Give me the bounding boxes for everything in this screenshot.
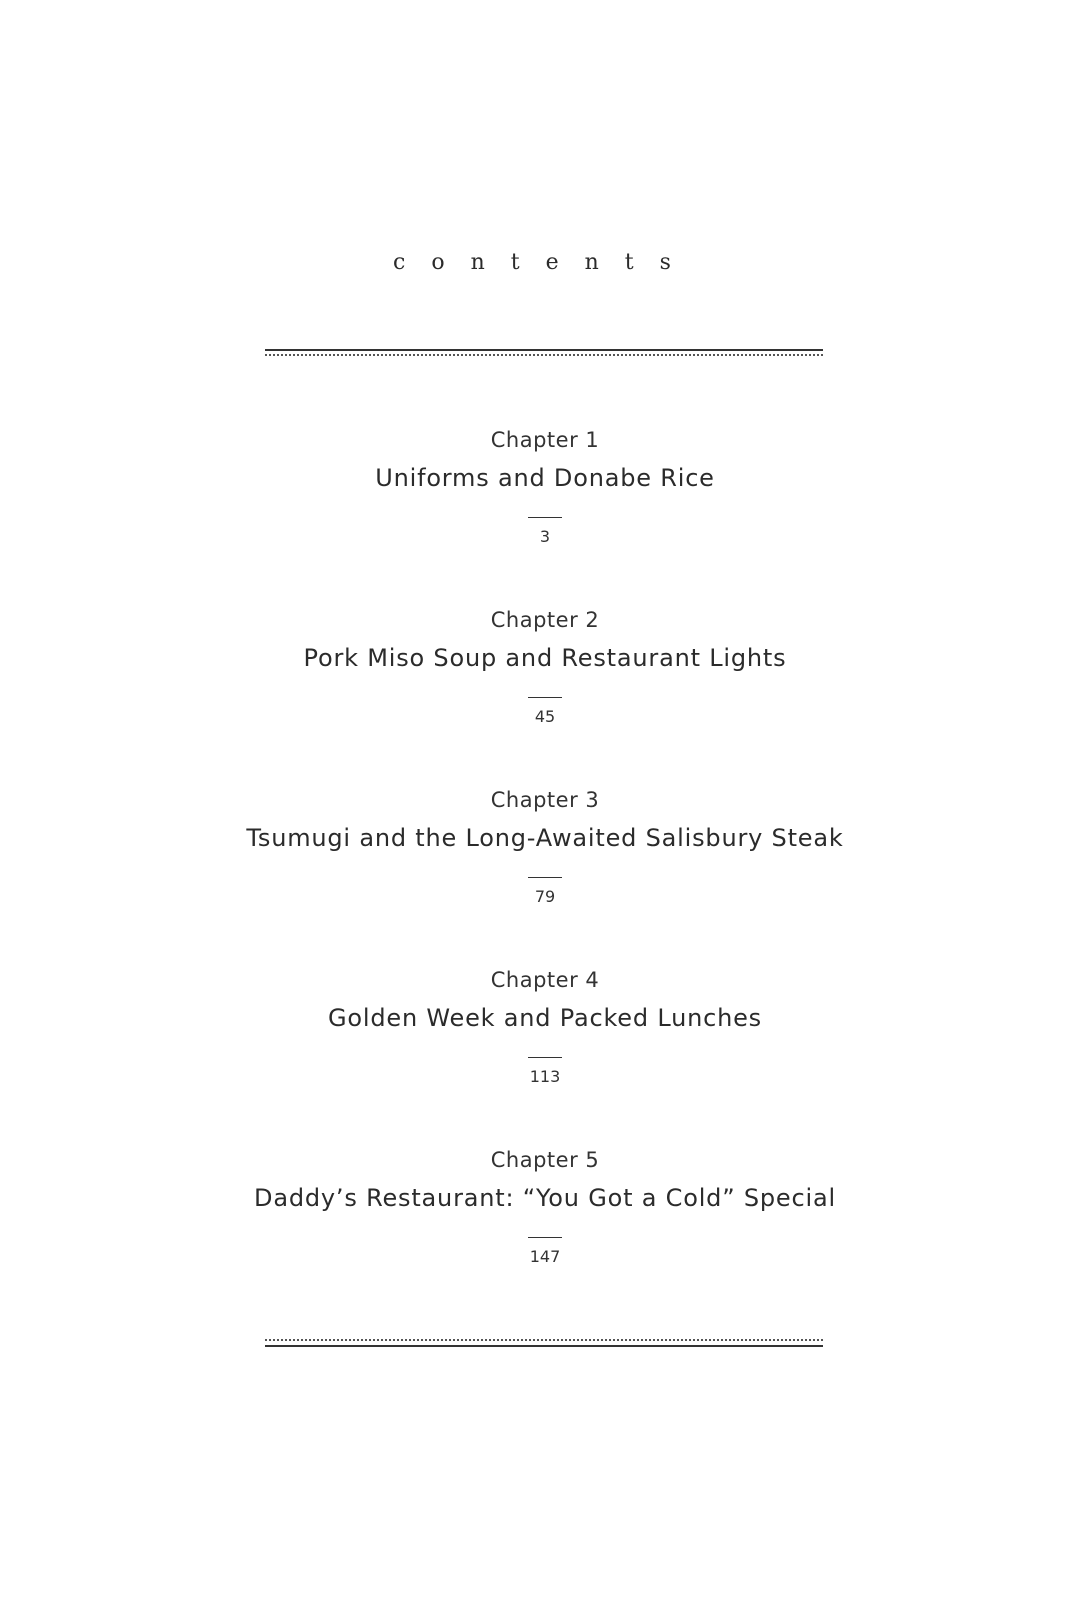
- toc-entry-chapter-5[interactable]: [0, 1147, 1066, 1267]
- chapter-title: Uniforms and Donabe Rice: [375, 464, 715, 492]
- top-divider: [265, 349, 823, 356]
- chapter-title: Daddy’s Restaurant: “You Got a Cold” Special: [254, 1184, 836, 1212]
- toc-entry-chapter-2[interactable]: [0, 607, 1066, 727]
- chapter-label: Chapter 3: [490, 788, 600, 812]
- top-divider-solid-line: [265, 349, 823, 351]
- chapter-title: Golden Week and Packed Lunches: [328, 1004, 762, 1032]
- chapter-dash: [528, 697, 562, 698]
- chapter-page-number: 113: [529, 1067, 561, 1086]
- chapter-dash: [528, 877, 562, 878]
- toc-entry-chapter-1[interactable]: [0, 427, 1066, 547]
- chapter-page-number: 79: [534, 887, 556, 906]
- chapter-label: Chapter 2: [490, 608, 600, 632]
- chapter-dash: [528, 1057, 562, 1058]
- bottom-divider-dotted-line: [265, 1339, 823, 1341]
- chapter-label: Chapter 4: [490, 968, 600, 992]
- chapter-label: Chapter 5: [490, 1148, 600, 1172]
- toc-entry-chapter-4[interactable]: [0, 967, 1066, 1087]
- chapter-page-number: 147: [529, 1247, 561, 1266]
- page-title: contents: [393, 250, 697, 275]
- chapter-label: Chapter 1: [490, 428, 600, 452]
- bottom-divider-solid-line: [265, 1345, 823, 1347]
- chapter-title: Tsumugi and the Long-Awaited Salisbury Steak: [246, 824, 844, 852]
- chapter-page-number: 45: [534, 707, 556, 726]
- chapter-page-number: 3: [539, 527, 551, 546]
- chapter-dash: [528, 1237, 562, 1238]
- bottom-divider: [265, 1339, 823, 1347]
- top-divider-dotted-line: [265, 354, 823, 356]
- chapter-dash: [528, 517, 562, 518]
- toc-entry-chapter-3[interactable]: [0, 787, 1066, 907]
- chapter-title: Pork Miso Soup and Restaurant Lights: [303, 644, 787, 672]
